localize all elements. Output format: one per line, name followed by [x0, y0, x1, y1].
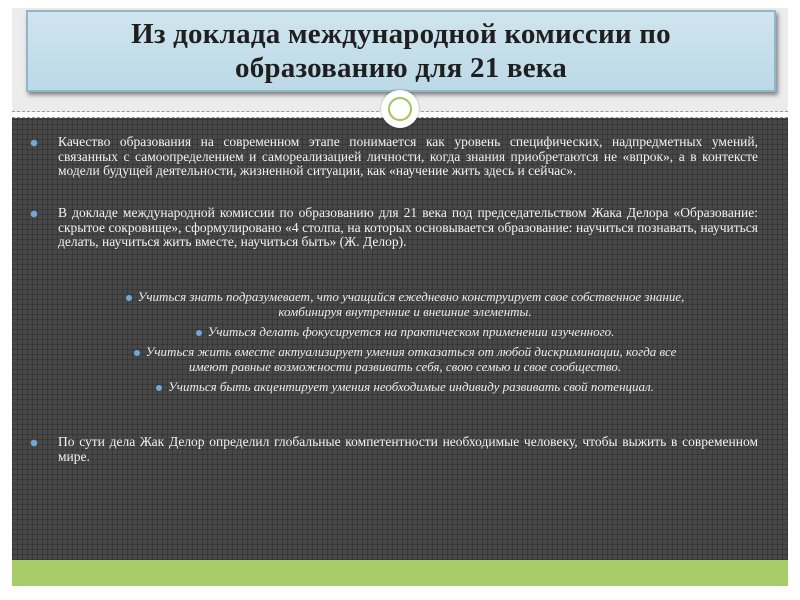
- pillar-text: Учиться знать подразумевает, что учащийся ежедневно конструирует свое собственное знание,: [137, 289, 685, 304]
- bullet-icon: [31, 440, 37, 446]
- title-box: [26, 10, 776, 92]
- ring-icon: [388, 97, 412, 121]
- pillar-text: Учиться делать фокусируется на практическом применении изученного.: [207, 324, 615, 339]
- pillar-item-do: [40, 325, 770, 340]
- bullet-paragraph-1: Качество образования на современном этапе понимается как уровень специфических, надпредметных умений, связанных с самоопределением и самореализацией личности, когда знания приобретаются не «впрок», а в контексте модели будущей деятельности, жизненной ситуации, как «научение жить здесь и сейчас».: [58, 134, 758, 178]
- bullet-icon: [126, 295, 132, 301]
- pillar-item-know: [40, 290, 770, 319]
- footer-bar: [12, 560, 788, 586]
- bullet-icon: [156, 385, 162, 391]
- bullet-icon: [31, 211, 37, 217]
- conclusion-paragraph: По сути дела Жак Делор определил глобальные компетентности необходимые человеку, чтобы выжить в современном мире.: [58, 434, 758, 464]
- bullet-icon: [31, 140, 37, 146]
- pillar-item-live-together: [40, 345, 770, 374]
- title-line-2: образованию для 21 века: [235, 52, 567, 84]
- page-title: [131, 17, 671, 85]
- pillar-item-be: [40, 380, 770, 395]
- bullet-paragraph-2: В докладе международной комиссии по образованию для 21 века под председательством Жака Делора «Образование: скрытое сокровище», сформулировано «4 столпа, на которых основывается образование: научиться познавать, научиться делать, научиться жить вместе, научиться быть» (Ж. Делор).: [58, 205, 758, 249]
- bullet-icon: [196, 330, 202, 336]
- pillar-text: имеют равные возможности развивать себя, свою семью и свое сообщество.: [188, 358, 622, 374]
- pillar-text: Учиться жить вместе актуализирует умения отказаться от любой дискриминации, когда все: [145, 344, 677, 359]
- pillar-text: Учиться быть акцентирует умения необходимые индивиду развивать свой потенциал.: [168, 379, 654, 394]
- circle-ornament-icon: [381, 90, 419, 128]
- bullet-icon: [134, 350, 140, 356]
- title-line-1: Из доклада международной комиссии по: [131, 18, 671, 50]
- pillar-text: комбинируя внутренние и внешние элементы.: [278, 303, 532, 319]
